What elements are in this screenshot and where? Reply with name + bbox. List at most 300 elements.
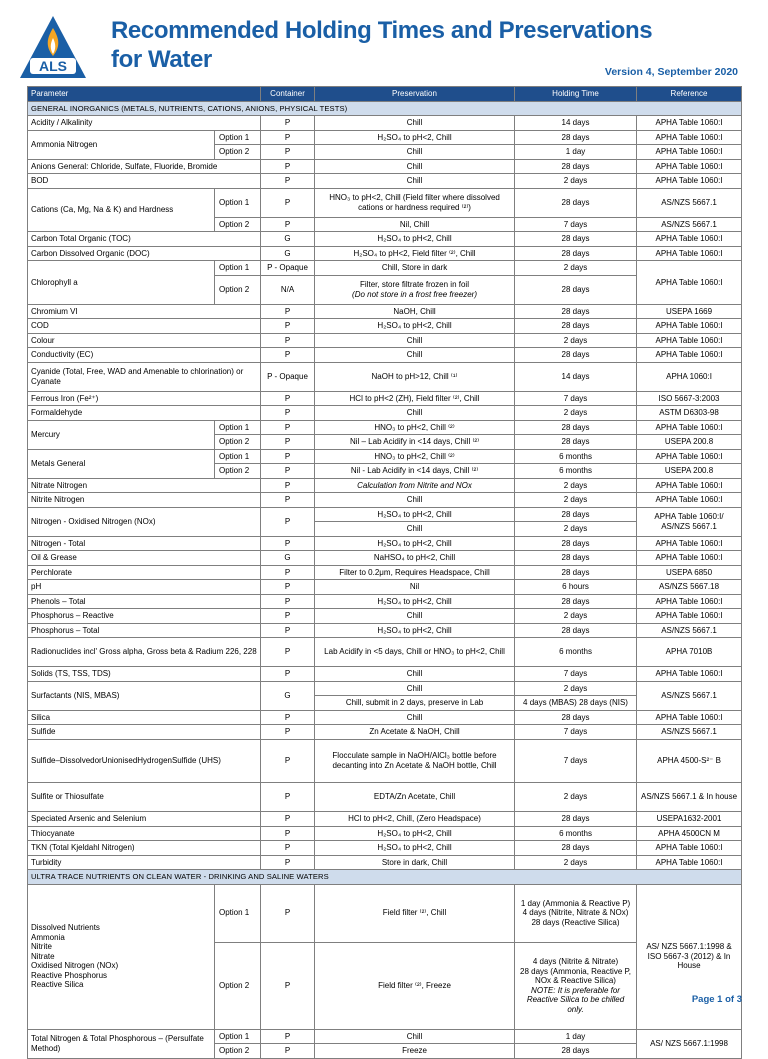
holding-time-cell: 2 days [515, 174, 637, 189]
preservation-text: Chill [406, 1031, 423, 1041]
container-cell: P [261, 420, 315, 435]
parameter-cell: Thiocyanate [28, 826, 261, 841]
holding-time-cell: 14 days [515, 362, 637, 391]
holding-time-text: 7 days [563, 219, 588, 229]
preservation-cell: Filter to 0.2μm, Requires Headspace, Chill [315, 565, 515, 580]
reference-cell: AS/NZS 5667.18 [637, 580, 742, 595]
parameter-cell: Cyanide (Total, Free, WAD and Amenable to chlorination) or Cyanate [28, 362, 261, 391]
parameter-cell: Ammonia Nitrogen [28, 130, 215, 159]
holding-time-cell: 7 days [515, 667, 637, 682]
reference-cell: USEPA 200.8 [637, 435, 742, 450]
parameter-cell: TKN (Total Kjeldahl Nitrogen) [28, 841, 261, 856]
holding-time-cell: 28 days [515, 348, 637, 363]
parameter-cell: Radionuclides incl' Gross alpha, Gross beta & Radium 226, 228 [28, 638, 261, 667]
holding-time-note: NOTE: It is preferable for Reactive Silica to be chilled only. [526, 985, 625, 1014]
preservation-text: HNO₃ to pH<2, Chill ⁽²⁾ [374, 422, 455, 432]
container-cell: N/A [261, 275, 315, 304]
holding-time-cell [515, 261, 637, 276]
preservation-text: Nil – Lab Acidify in <14 days, Chill ⁽²⁾ [349, 437, 480, 446]
preservation-cell [315, 188, 515, 217]
holding-time-cell [515, 275, 637, 304]
container-cell: P [261, 449, 315, 464]
container-cell: P [261, 841, 315, 856]
holding-time-cell: 6 months [515, 638, 637, 667]
reference-cell: APHA Table 1060:I [637, 710, 742, 725]
preservation-cell: H₂SO₄ to pH<2, Chill [315, 826, 515, 841]
holding-time-cell: 6 hours [515, 580, 637, 595]
reference-cell: APHA Table 1060:I [637, 116, 742, 131]
container-cell: P [261, 739, 315, 783]
option-label: Option 1 [215, 261, 261, 276]
container-cell: P [261, 942, 315, 1029]
container-cell: P [261, 594, 315, 609]
parameter-cell: Mercury [28, 420, 215, 449]
container-cell: P [261, 174, 315, 189]
parameter-cell: Nitrate Nitrogen [28, 478, 261, 493]
holding-time-cell: 2 days [515, 406, 637, 421]
table-row [28, 130, 742, 145]
preservation-cell: Chill [315, 174, 515, 189]
container-cell: P [261, 1029, 315, 1044]
parameter-cell: Phenols – Total [28, 594, 261, 609]
column-header-container: Container [261, 87, 315, 102]
section-header-row [28, 870, 742, 885]
holding-time-cell [515, 942, 637, 1029]
option-label: Option 1 [215, 188, 261, 217]
parameter-cell: Carbon Total Organic (TOC) [28, 232, 261, 247]
reference-cell: APHA Table 1060:I [637, 493, 742, 508]
preservation-cell: Chill [315, 348, 515, 363]
parameter-cell: Anions General: Chloride, Sulfate, Fluoride, Bromide [28, 159, 261, 174]
holding-time-cell [515, 464, 637, 479]
reference-cell: AS/NZS 5667.1 [637, 623, 742, 638]
preservation-cell: Chill [315, 116, 515, 131]
preservation-cell [315, 1029, 515, 1044]
table-row [28, 812, 742, 827]
reference-cell: APHA 4500-S²⁻ B [637, 739, 742, 783]
holding-time-cell: 14 days [515, 116, 637, 131]
container-cell: P [261, 667, 315, 682]
holding-time-cell: 28 days [515, 565, 637, 580]
option-label: Option 2 [215, 435, 261, 450]
parameter-cell: Sulfide [28, 725, 261, 740]
option-label: Option 2 [215, 217, 261, 232]
holding-time-text: 28 days [561, 284, 590, 294]
reference-cell: APHA Table 1060:I [637, 449, 742, 464]
option-label: Option 2 [215, 145, 261, 160]
table-row [28, 855, 742, 870]
table-row [28, 681, 742, 696]
table-row [28, 449, 742, 464]
reference-cell: APHA Table 1060:I [637, 159, 742, 174]
preservation-cell: Chill [315, 667, 515, 682]
reference-cell: APHA Table 1060:I [637, 232, 742, 247]
reference-cell: APHA Table 1060:I [637, 478, 742, 493]
section-header-row [28, 101, 742, 116]
table-row [28, 333, 742, 348]
reference-cell: APHA 7010B [637, 638, 742, 667]
preservation-cell [315, 942, 515, 1029]
option-label: Option 2 [215, 1044, 261, 1059]
preservation-cell: H₂SO₄ to pH<2, Chill [315, 319, 515, 334]
holding-time-text: 4 days (Nitrite & Nitrate) 28 days (Ammonia, Reactive P, NOx & Reactive Silica) [520, 957, 632, 985]
reference-cell: AS/NZS 5667.1 [637, 725, 742, 740]
preservation-cell: NaHSO₄ to pH<2, Chill [315, 551, 515, 566]
preservation-text: H₂SO₄ to pH<2, Chill [377, 132, 452, 142]
holding-time-cell: 28 days [515, 246, 637, 261]
parameter-cell: Metals General [28, 449, 215, 478]
holding-time-cell: 28 days [515, 232, 637, 247]
reference-cell: APHA 4500CN M [637, 826, 742, 841]
table-row [28, 261, 742, 276]
title-line-1: Recommended Holding Times and Preservations [111, 17, 653, 44]
parameter-cell: Oil & Grease [28, 551, 261, 566]
container-cell: P [261, 464, 315, 479]
preservation-cell [315, 275, 515, 304]
table-row [28, 362, 742, 391]
reference-cell: APHA Table 1060:I [637, 420, 742, 435]
table-row [28, 536, 742, 551]
table-row [28, 565, 742, 580]
reference-cell: USEPA 200.8 [637, 464, 742, 479]
container-cell: P [261, 391, 315, 406]
holding-time-cell: 2 days [515, 609, 637, 624]
reference-cell: APHA Table 1060:I [637, 246, 742, 261]
column-header-preservation: Preservation [315, 87, 515, 102]
reference-cell: APHA Table 1060:I [637, 667, 742, 682]
preservation-cell: Chill [315, 681, 515, 696]
container-cell: P [261, 623, 315, 638]
preservation-cell: H₂SO₄ to pH<2, Chill [315, 623, 515, 638]
table-row [28, 246, 742, 261]
reference-cell: APHA Table 1060:I [637, 855, 742, 870]
holding-time-cell: 7 days [515, 739, 637, 783]
holding-time-cell: 7 days [515, 725, 637, 740]
container-cell: P [261, 783, 315, 812]
holding-time-cell [515, 1044, 637, 1059]
table-row [28, 391, 742, 406]
container-cell: P [261, 130, 315, 145]
holding-time-text: 28 days [561, 197, 590, 207]
preservation-cell: Zn Acetate & NaOH, Chill [315, 725, 515, 740]
holding-time-cell [515, 188, 637, 217]
parameter-cell: Turbidity [28, 855, 261, 870]
preservation-cell: H₂SO₄ to pH<2, Chill [315, 536, 515, 551]
holding-time-text: 28 days [561, 437, 590, 446]
title-line-2: for Water [111, 45, 212, 73]
parameter-cell: Perchlorate [28, 565, 261, 580]
holding-time-cell [515, 130, 637, 145]
preservation-cell: H₂SO₄ to pH<2, Chill [315, 232, 515, 247]
reference-cell: APHA Table 1060:I [637, 130, 742, 145]
reference-cell: APHA Table 1060:I [637, 536, 742, 551]
parameter-cell: Cations (Ca, Mg, Na & K) and Hardness [28, 188, 215, 232]
parameter-cell: pH [28, 580, 261, 595]
parameter-cell: Total Nitrogen & Total Phosphorous – (Persulfate Method) [28, 1029, 215, 1058]
parameter-cell: COD [28, 319, 261, 334]
preservation-cell [315, 884, 515, 942]
parameter-cell: Acidity / Alkalinity [28, 116, 261, 131]
table-row [28, 174, 742, 189]
holding-time-cell: 2 days [515, 493, 637, 508]
container-cell: G [261, 551, 315, 566]
container-cell: P [261, 159, 315, 174]
parameter-cell: Nitrogen - Total [28, 536, 261, 551]
container-cell: P [261, 1044, 315, 1059]
preservation-cell: Store in dark, Chill [315, 855, 515, 870]
parameter-cell: Phosphorus – Reactive [28, 609, 261, 624]
table-row [28, 826, 742, 841]
table-row [28, 739, 742, 783]
parameter-cell: Sulfide–DissolvedorUnionisedHydrogenSulfide (UHS) [28, 739, 261, 783]
container-cell: P [261, 478, 315, 493]
table-row [28, 116, 742, 131]
table-row [28, 1029, 742, 1044]
container-cell: P [261, 580, 315, 595]
table-row [28, 667, 742, 682]
holding-time-cell: 28 days [515, 594, 637, 609]
holding-time-cell: 28 days [515, 536, 637, 551]
reference-cell: ASTM D6303-98 [637, 406, 742, 421]
reference-cell: APHA Table 1060:I/ AS/NZS 5667.1 [637, 507, 742, 536]
container-cell: P [261, 493, 315, 508]
reference-cell: AS/ NZS 5667.1:1998 [637, 1029, 742, 1058]
container-cell: P [261, 435, 315, 450]
reference-cell: USEPA 1669 [637, 304, 742, 319]
parameter-cell: Ferrous Iron (Fe²⁺) [28, 391, 261, 406]
option-label: Option 2 [215, 942, 261, 1029]
holding-time-text: 1 day (Ammonia & Reactive P) 4 days (Nitrite, Nitrate & NOx) 28 days (Reactive Silica) [520, 898, 631, 927]
holding-time-cell: 2 days [515, 333, 637, 348]
holding-time-cell: 7 days [515, 391, 637, 406]
parameter-cell: Surfactants (NIS, MBAS) [28, 681, 261, 710]
preservation-cell: H₂SO₄ to pH<2, Field filter ⁽²⁾, Chill [315, 246, 515, 261]
table-row [28, 609, 742, 624]
container-cell: G [261, 681, 315, 710]
parameter-cell: Nitrite Nitrogen [28, 493, 261, 508]
preservation-text: Field filter ⁽²⁾, Chill [382, 908, 447, 918]
container-cell: P [261, 507, 315, 536]
parameter-cell: BOD [28, 174, 261, 189]
column-header-holding-time: Holding Time [515, 87, 637, 102]
preservation-text: HNO₃ to pH<2, Chill (Field filter where dissolved cations or hardness required ⁽²⁾) [329, 193, 500, 212]
reference-cell: APHA Table 1060:I [637, 174, 742, 189]
table-header-row [28, 87, 742, 102]
parameter-cell: Nitrogen - Oxidised Nitrogen (NOx) [28, 507, 261, 536]
table-row [28, 232, 742, 247]
table-row [28, 638, 742, 667]
table-row [28, 725, 742, 740]
holding-time-cell: 28 days [515, 812, 637, 827]
holding-time-text: 28 days [561, 132, 590, 142]
option-label: Option 2 [215, 464, 261, 479]
preservation-text: HNO₃ to pH<2, Chill ⁽²⁾ [374, 451, 455, 461]
container-cell: P - Opaque [261, 362, 315, 391]
container-cell: P [261, 304, 315, 319]
parameter-cell: Dissolved Nutrients Ammonia Nitrite Nitrate Oxidised Nitrogen (NOx) Reactive Phosphorus Reactive Silica [28, 884, 215, 1029]
preservation-cell [315, 145, 515, 160]
holding-time-cell: 28 days [515, 623, 637, 638]
parameter-cell: Chromium VI [28, 304, 261, 319]
reference-cell: ISO 5667-3:2003 [637, 391, 742, 406]
preservation-cell [315, 261, 515, 276]
preservation-cell [315, 464, 515, 479]
container-cell: P [261, 348, 315, 363]
option-label: Option 1 [215, 884, 261, 942]
reference-cell: AS/NZS 5667.1 & In house [637, 783, 742, 812]
holding-time-cell: 28 days [515, 710, 637, 725]
holding-time-cell: 28 days [515, 319, 637, 334]
preservation-text: Chill [406, 147, 423, 156]
holding-time-cell: 2 days [515, 855, 637, 870]
preservation-cell: Chill [315, 493, 515, 508]
container-cell: P [261, 217, 315, 232]
holding-time-text: 28 days [561, 422, 590, 432]
preservation-cell [315, 130, 515, 145]
table-row [28, 507, 742, 522]
preservation-text: Filter, store filtrate frozen in foil [360, 280, 469, 289]
table-row [28, 884, 742, 942]
reference-cell: APHA 1060:I [637, 362, 742, 391]
preservation-cell: Chill [315, 609, 515, 624]
holding-time-cell [515, 1029, 637, 1044]
als-logo [18, 14, 88, 80]
preservation-cell: Chill [315, 406, 515, 421]
holding-time-cell: 28 days [515, 841, 637, 856]
table-row [28, 406, 742, 421]
holding-time-cell: 28 days [515, 304, 637, 319]
table-row [28, 420, 742, 435]
table-row [28, 319, 742, 334]
holding-time-cell: 2 days [515, 681, 637, 696]
table-row [28, 580, 742, 595]
reference-cell: APHA Table 1060:I [637, 841, 742, 856]
option-label: Option 1 [215, 420, 261, 435]
container-cell: P [261, 609, 315, 624]
table-row [28, 478, 742, 493]
container-cell: P [261, 116, 315, 131]
option-label: Option 1 [215, 449, 261, 464]
reference-cell: APHA Table 1060:I [637, 261, 742, 305]
holding-time-text: 28 days [561, 1046, 590, 1055]
reference-cell: USEPA 6850 [637, 565, 742, 580]
version-label: Version 4, September 2020 [604, 66, 738, 78]
table-row [28, 783, 742, 812]
preservation-cell: H₂SO₄ to pH<2, Chill [315, 594, 515, 609]
holding-time-cell: 28 days [515, 159, 637, 174]
table-row [28, 493, 742, 508]
preservation-cell: EDTA/Zn Acetate, Chill [315, 783, 515, 812]
parameter-cell: Speciated Arsenic and Selenium [28, 812, 261, 827]
preservation-text: Nil - Lab Acidify in <14 days, Chill ⁽²⁾ [350, 466, 479, 475]
table-row [28, 304, 742, 319]
reference-cell: APHA Table 1060:I [637, 145, 742, 160]
container-cell: P [261, 333, 315, 348]
section-label: GENERAL INORGANICS (METALS, NUTRIENTS, CATIONS, ANIONS, PHYSICAL TESTS) [28, 101, 742, 116]
preservation-cell: Flocculate sample in NaOH/AlCl₃ bottle before decanting into Zn Acetate & NaOH bottle, Chill [315, 739, 515, 783]
parameter-cell: Conductivity (EC) [28, 348, 261, 363]
option-label: Option 2 [215, 275, 261, 304]
container-cell: G [261, 246, 315, 261]
preservation-cell [315, 420, 515, 435]
column-header-reference: Reference [637, 87, 742, 102]
preservation-cell: HCl to pH<2 (ZH), Field filter ⁽²⁾, Chill [315, 391, 515, 406]
container-cell: P [261, 406, 315, 421]
container-cell: P [261, 638, 315, 667]
reference-cell: APHA Table 1060:I [637, 348, 742, 363]
container-cell: P - Opaque [261, 261, 315, 276]
preservation-cell: H₂SO₄ to pH<2, Chill [315, 841, 515, 856]
container-cell: P [261, 710, 315, 725]
container-cell: P [261, 855, 315, 870]
holding-time-cell: 2 days [515, 783, 637, 812]
preservation-text: Nil, Chill [399, 219, 430, 229]
preservation-cell: H₂SO₄ to pH<2, Chill [315, 507, 515, 522]
holding-time-cell [515, 449, 637, 464]
reference-cell: APHA Table 1060:I [637, 551, 742, 566]
container-cell: P [261, 145, 315, 160]
parameter-cell: Phosphorus – Total [28, 623, 261, 638]
preservation-cell: Lab Acidify in <5 days, Chill or HNO₃ to pH<2, Chill [315, 638, 515, 667]
holding-time-text: 6 months [559, 451, 592, 461]
table-row [28, 159, 742, 174]
preservation-cell: NaOH to pH>12, Chill ⁽¹⁾ [315, 362, 515, 391]
preservation-cell: Chill [315, 333, 515, 348]
preservation-text: Freeze [402, 1046, 427, 1055]
holding-time-cell: 4 days (MBAS) 28 days (NIS) [515, 696, 637, 711]
preservation-cell [315, 449, 515, 464]
table-row [28, 551, 742, 566]
container-cell: P [261, 884, 315, 942]
preservation-cell: Chill [315, 710, 515, 725]
preservation-cell: Chill [315, 522, 515, 537]
reference-cell: APHA Table 1060:I [637, 333, 742, 348]
reference-cell: APHA Table 1060:I [637, 594, 742, 609]
reference-cell: USEPA1632-2001 [637, 812, 742, 827]
table-row [28, 188, 742, 217]
holding-time-cell: 6 months [515, 826, 637, 841]
logo-text: ALS [39, 58, 67, 74]
preservation-cell: Chill [315, 159, 515, 174]
holding-time-text: 2 days [563, 263, 588, 272]
container-cell: P [261, 188, 315, 217]
preservation-cell [315, 435, 515, 450]
container-cell: P [261, 565, 315, 580]
holding-time-text: 6 months [559, 466, 592, 475]
preservation-text: Field filter ⁽²⁾, Freeze [378, 980, 451, 990]
container-cell: P [261, 812, 315, 827]
reference-cell: AS/NZS 5667.1 [637, 188, 742, 217]
parameter-cell: Colour [28, 333, 261, 348]
preservation-cell: HCl to pH<2, Chill, (Zero Headspace) [315, 812, 515, 827]
holding-time-cell: 2 days [515, 478, 637, 493]
holding-time-cell [515, 435, 637, 450]
reference-cell: APHA Table 1060:I [637, 609, 742, 624]
parameter-cell: Chlorophyll a [28, 261, 215, 305]
holding-time-cell: 28 days [515, 551, 637, 566]
preservation-cell: Calculation from Nitrite and NOx [315, 478, 515, 493]
page-number: Page 1 of 3 [691, 994, 742, 1005]
preservation-cell: NaOH, Chill [315, 304, 515, 319]
option-label: Option 1 [215, 130, 261, 145]
container-cell: P [261, 319, 315, 334]
table-row [28, 594, 742, 609]
section-label: ULTRA TRACE NUTRIENTS ON CLEAN WATER - DRINKING AND SALINE WATERS [28, 870, 742, 885]
holding-times-table [27, 86, 742, 1059]
holding-time-text: 1 day [565, 1031, 586, 1041]
preservation-text: Chill, Store in dark [381, 263, 448, 272]
preservation-cell [315, 1044, 515, 1059]
